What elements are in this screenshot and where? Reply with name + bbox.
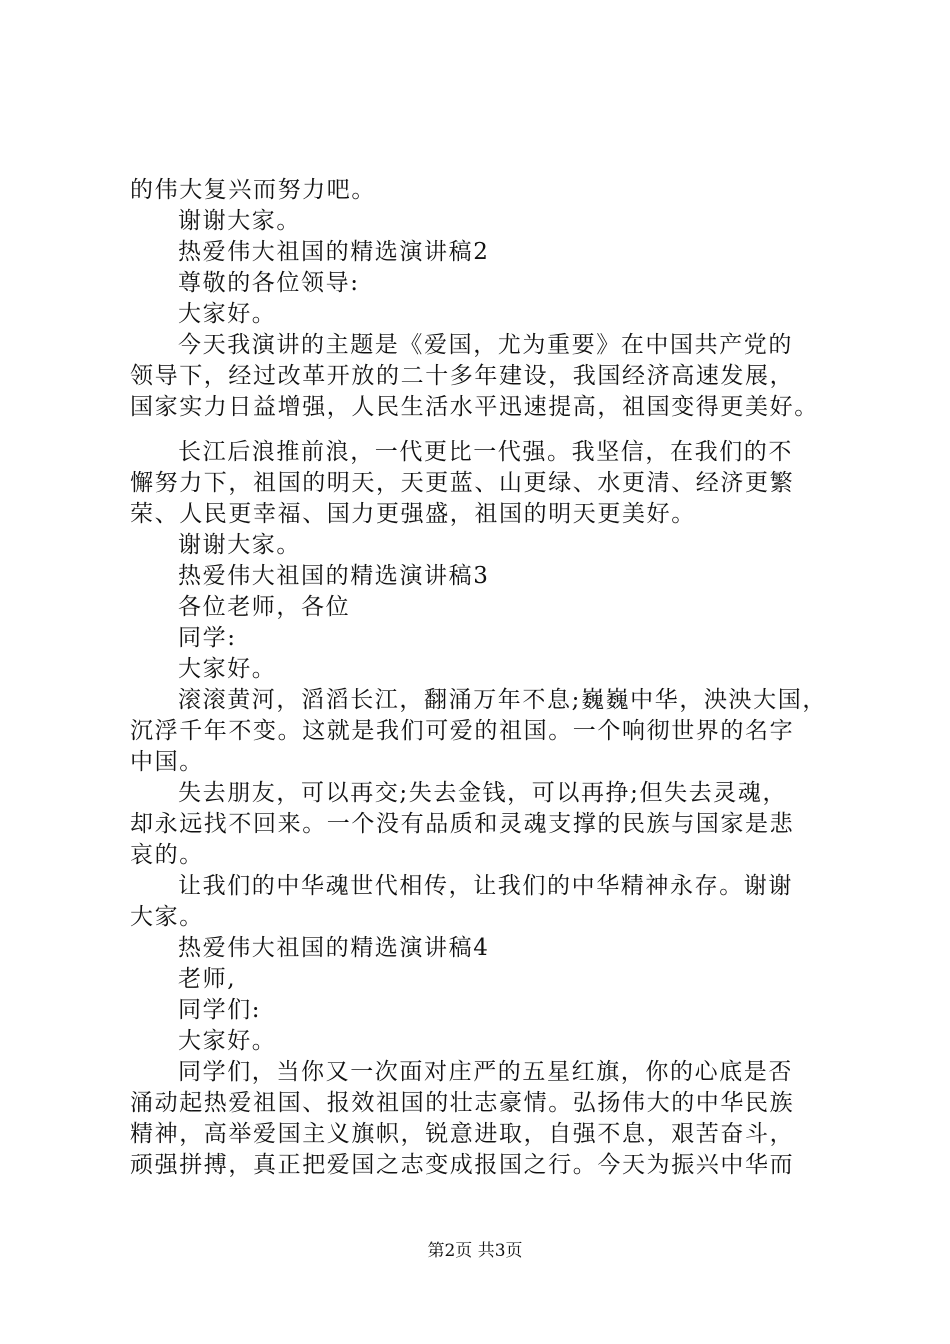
paragraph-line: 同学们，当你又一次面对庄严的五星红旗，你的心底是否: [178, 1059, 793, 1085]
page-number: 第2页 共3页: [427, 1241, 523, 1261]
section-heading: 热爱伟大祖国的精选演讲稿2: [178, 239, 490, 265]
paragraph-line: 哀的。: [130, 842, 204, 868]
paragraph-line: 失去朋友，可以再交;失去金钱，可以再挣;但失去灵魂，: [178, 780, 788, 806]
paragraph-line: 滚滚黄河，滔滔长江，翻涌万年不息;巍巍中华，泱泱大国，: [178, 687, 827, 713]
paragraph-gap: [130, 423, 842, 437]
paragraph-line: 长江后浪推前浪，一代更比一代强。我坚信，在我们的不: [178, 439, 793, 465]
paragraph-line: 精神，高举爱国主义旗帜，锐意进取，自强不息，艰苦奋斗，: [130, 1121, 795, 1147]
section-heading: 热爱伟大祖国的精选演讲稿3: [178, 563, 490, 589]
text-line: 谢谢大家。: [178, 208, 301, 234]
salutation: 同学们:: [178, 997, 262, 1023]
document-body: [130, 175, 842, 1181]
salutation: 各位老师，各位: [178, 594, 351, 620]
paragraph-line: 今天我演讲的主题是《爱国，尤为重要》在中国共产党的: [178, 332, 793, 358]
paragraph-line: 沉浮千年不变。这就是我们可爱的祖国。一个响彻世界的名字: [130, 718, 795, 744]
paragraph-line: 荣、人民更幸福、国力更强盛，祖国的明天更美好。: [130, 501, 696, 527]
paragraph-line: 涌动起热爱祖国、报效祖国的壮志豪情。弘扬伟大的中华民族: [130, 1090, 795, 1116]
greeting: 大家好。: [178, 656, 277, 682]
section-heading: 热爱伟大祖国的精选演讲稿4: [178, 935, 490, 961]
text-line: 谢谢大家。: [178, 532, 301, 558]
paragraph-line: 中国。: [130, 749, 204, 775]
salutation: 同学:: [178, 625, 237, 651]
page-footer: [0, 1240, 950, 1262]
paragraph-line: 顽强拼搏，真正把爱国之志变成报国之行。今天为振兴中华而: [130, 1152, 795, 1178]
text-line: 的伟大复兴而努力吧。: [130, 177, 376, 203]
greeting: 大家好。: [178, 1028, 277, 1054]
paragraph-line: 大家。: [130, 904, 204, 930]
salutation: 老师,: [178, 966, 237, 992]
paragraph-line: 领导下，经过改革开放的二十多年建设，我国经济高速发展，: [130, 363, 795, 389]
salutation: 尊敬的各位领导:: [178, 270, 360, 296]
paragraph-line: 让我们的中华魂世代相传，让我们的中华精神永存。谢谢: [178, 873, 793, 899]
paragraph-line: 国家实力日益增强，人民生活水平迅速提高，祖国变得更美好。: [130, 394, 819, 420]
paragraph-line: 却永远找不回来。一个没有品质和灵魂支撑的民族与国家是悲: [130, 811, 795, 837]
greeting: 大家好。: [178, 301, 277, 327]
paragraph-line: 懈努力下，祖国的明天，天更蓝、山更绿、水更清、经济更繁: [130, 470, 795, 496]
